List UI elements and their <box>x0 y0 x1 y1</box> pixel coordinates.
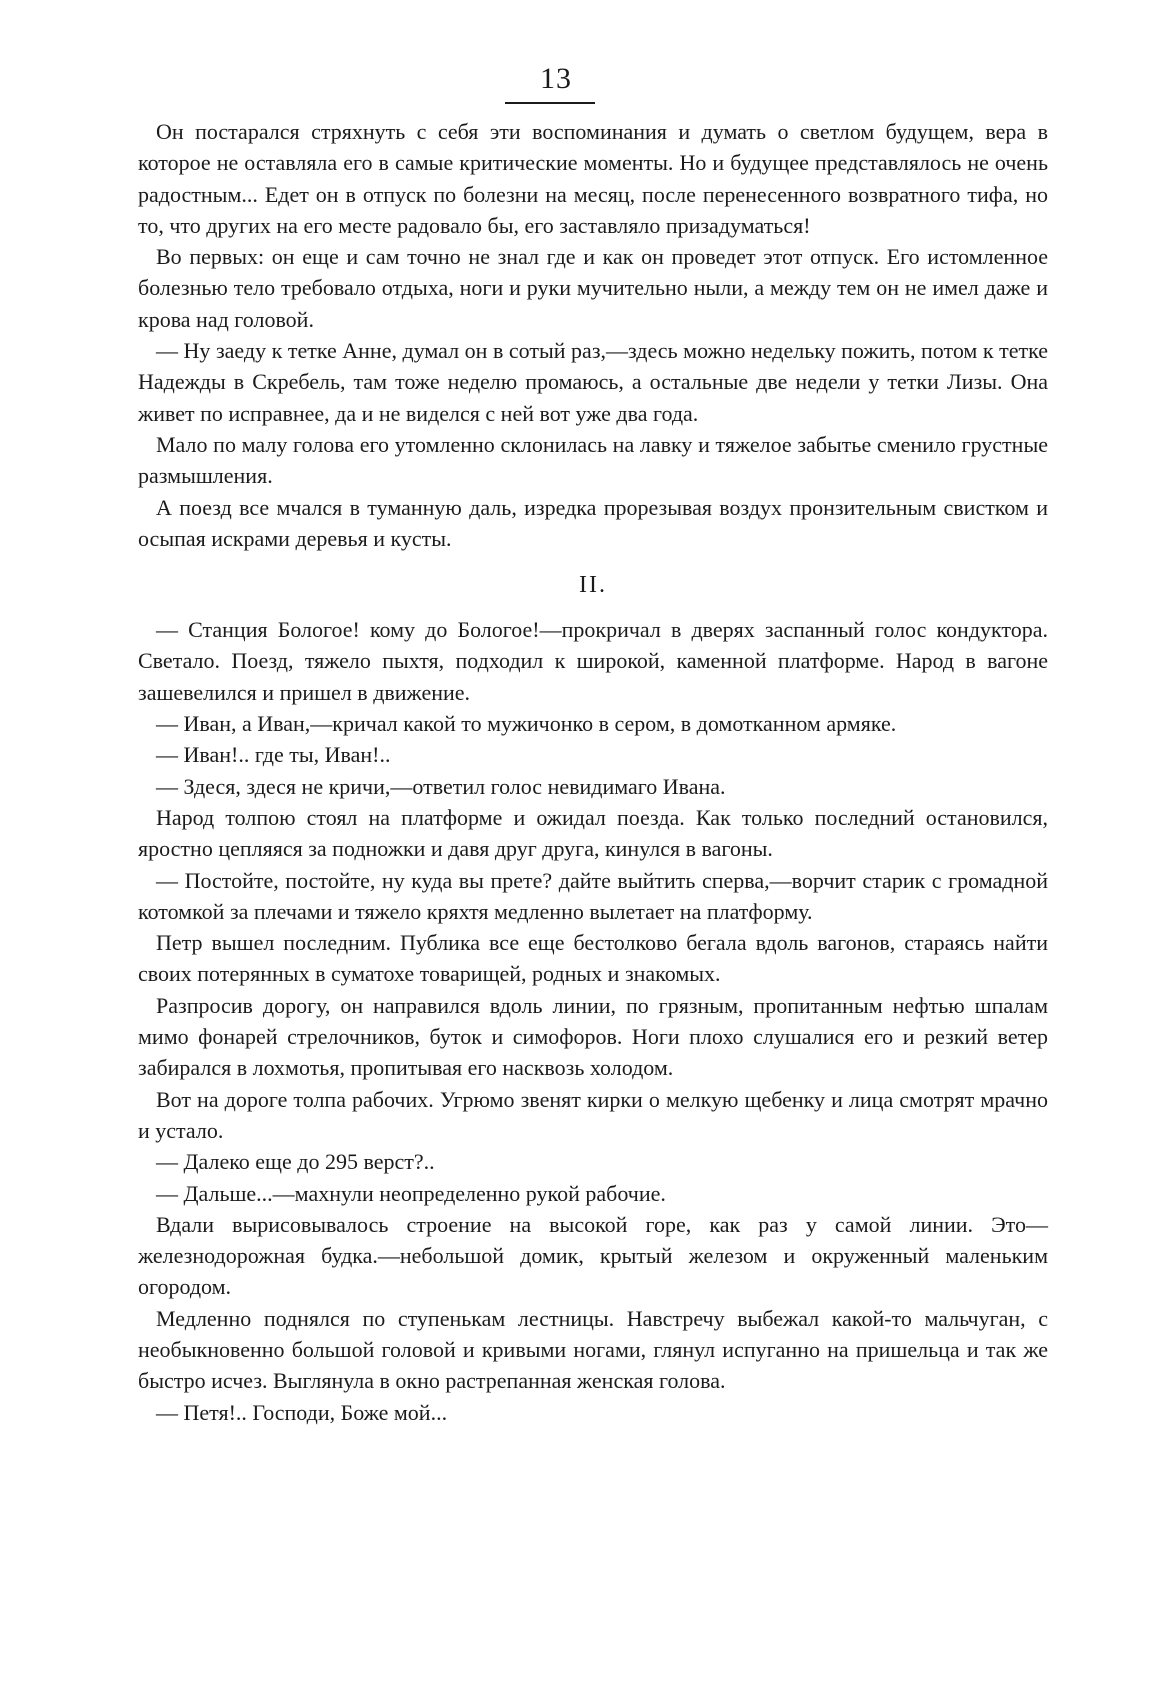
paragraph: Медленно поднялся по ступенькам лестницы. Навстречу выбежал какой-то мальчуган, с необыкновенно большой головой и кривыми ногами, глянул испуганно на пришельца и так же быстро исчез. Выглянула в окно растрепанная женская голова. <box>138 1305 1048 1394</box>
section-heading: II. <box>579 572 607 599</box>
paragraph: — Здеся, здеся не кричи,—ответил голос невидимаго Ивана. <box>156 773 726 799</box>
paragraph: — Станция Бологое! кому до Бологое!—прокричал в дверях заспанный голос кондуктора. Светало. Поезд, тяжело пыхтя, подходил к широкой, каменной платформе. Народ в вагоне зашевелился и пришел в движение. <box>138 617 1048 705</box>
paragraph: Мало по малу голова его утомленно склонилась на лавку и тяжелое забытье сменило грустные размышления. <box>138 431 1048 489</box>
paragraph: А поезд все мчался в туманную даль, изредка прорезывая воздух пронзительным свистком и осыпая искрами деревья и кусты. <box>138 494 1048 551</box>
paragraph: Разпросив дорогу, он направился вдоль линии, по грязным, пропитанным нефтью шпалам мимо фонарей стрелочников, буток и симофоров. Ноги плохо слушалися его и резкий ветер забирался в лохмотья, пропитывая его насквозь холодом. <box>138 992 1048 1081</box>
page-number-underline <box>505 102 595 104</box>
paragraph: — Ну заеду к тетке Анне, думал он в сотый раз,—здесь можно недельку пожить, потом к тетке Надежды в Скребель, там тоже неделю промаюсь, а остальные две недели у тетки Лизы. Она живет по исправнее, да и не виделся с ней вот уже два года. <box>138 338 1048 426</box>
paragraph: — Далеко еще до 295 верст?.. <box>156 1149 435 1175</box>
paragraph: Петр вышел последним. Публика все еще бестолково бегала вдоль вагонов, стараясь найти своих потерянных в суматохе товарищей, родных и знакомых. <box>138 930 1048 987</box>
paragraph: — Петя!.. Господи, Боже мой... <box>156 1399 448 1425</box>
body-text <box>138 116 1048 1428</box>
paragraph: Вот на дороге толпа рабочих. Угрюмо звенят кирки о мелкую щебенку и лица смотрят мрачно и устало. <box>138 1086 1048 1143</box>
paragraph: Он постарался стряхнуть с себя эти воспоминания и думать о светлом будущем, вера в которое не оставляла его в самые критические моменты. Но и будущее представлялось не очень радостным... Едет он в отпуск по болезни на месяц, после перенесенного возвратного тифа, но то, что других на его месте радовало бы, его заставляло призадуматься! <box>138 119 1048 238</box>
paragraph: Во первых: он еще и сам точно не знал где и как он проведет этот отпуск. Его истомленное болезнью тело требовало отдыха, ноги и руки мучительно ныли, а между тем он не имел даже и крова над головой. <box>138 244 1048 332</box>
paragraph: Народ толпою стоял на платформе и ожидал поезда. Как только последний остановился, яростно цепляяся за подножки и давя друг друга, кинулся в вагоны. <box>138 804 1048 862</box>
paragraph: — Дальше...—махнули неопределенно рукой рабочие. <box>156 1180 666 1206</box>
paragraph: — Иван, а Иван,—кричал какой то мужичонко в сером, в домотканном армяке. <box>156 711 897 737</box>
paragraph: Вдали вырисовывалось строение на высокой горе, как раз у самой линии. Это—железнодорожная будка.—небольшой домик, крытый железом и окруженный маленьким огородом. <box>138 1211 1048 1300</box>
paragraph: — Постойте, постойте, ну куда вы прете? дайте выйтить сперва,—ворчит старик с громадной котомкой за плечами и тяжело кряхтя медленно вылетает на платформу. <box>138 867 1048 924</box>
paragraph: — Иван!.. где ты, Иван!.. <box>156 742 391 768</box>
page-number: 13 <box>540 62 572 95</box>
